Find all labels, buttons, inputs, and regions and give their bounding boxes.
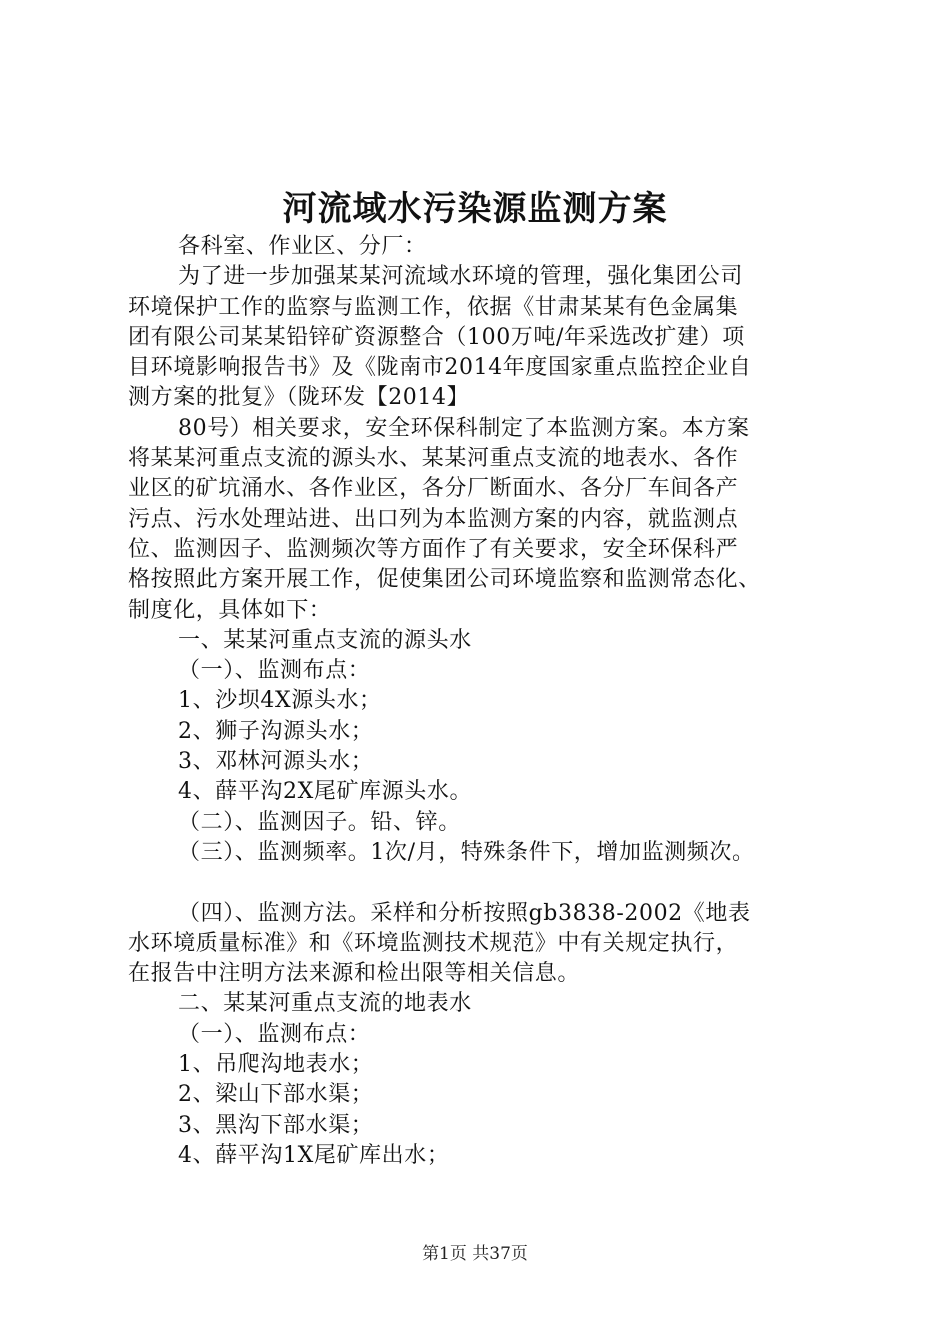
text-line: 3、邓林河源头水； — [178, 749, 374, 775]
text-line — [128, 868, 833, 898]
page-footer: 第1页 共37页 — [422, 1244, 528, 1264]
document-title: 河流域水污染源监测方案 — [282, 189, 668, 229]
text-line: 4、薛平沟2X尾矿库源头水。 — [178, 779, 473, 805]
text-line: 2、梁山下部水渠； — [178, 1082, 374, 1108]
text-line: 环境保护工作的监察与监测工作，依据《甘肃某某有色金属集 — [128, 294, 739, 320]
text-line: 团有限公司某某铅锌矿资源整合（100万吨/年采选改扩建）项 — [128, 324, 745, 350]
text-line: 在报告中注明方法来源和检出限等相关信息。 — [128, 961, 581, 987]
text-line: 测方案的批复》（陇环发【2014】 — [128, 385, 470, 411]
text-line: （二）、监测因子。铅、锌。 — [178, 809, 461, 835]
text-line: 3、黑沟下部水渠； — [178, 1112, 374, 1138]
text-line: 制度化，具体如下： — [128, 597, 332, 623]
text-line: 4、薛平沟1X尾矿库出水； — [178, 1142, 450, 1168]
text-line: 各科室、作业区、分厂： — [178, 234, 427, 259]
text-line: （一）、监测布点： — [178, 1021, 371, 1047]
text-line: 业区的矿坑涌水、各作业区，各分厂断面水、各分厂车间各产 — [128, 476, 739, 502]
text-line: 将某某河重点支流的源头水、某某河重点支流的地表水、各作 — [128, 446, 739, 472]
text-line: 一、某某河重点支流的源头水 — [178, 627, 472, 653]
text-line: （三）、监测频率。1次/月，特殊条件下，增加监测频次。 — [178, 839, 755, 865]
text-line: 目环境影响报告书》及《陇南市2014年度国家重点监控企业自 — [128, 355, 752, 381]
text-line: 格按照此方案开展工作，促使集团公司环境监察和监测常态化、 — [128, 567, 761, 593]
text-line: 1、吊爬沟地表水； — [178, 1052, 374, 1078]
text-line: 水环境质量标准》和《环境监测技术规范》中有关规定执行， — [128, 930, 739, 956]
text-line: （四）、监测方法。采样和分析按照gb3838-2002《地表 — [178, 900, 751, 926]
text-line: 1、沙坝4X源头水； — [178, 688, 382, 714]
text-line: 污点、污水处理站进、出口列为本监测方案的内容，就监测点 — [128, 506, 739, 532]
document-body — [128, 232, 833, 1171]
text-line: 二、某某河重点支流的地表水 — [178, 991, 472, 1017]
text-line: 为了进一步加强某某河流域水环境的管理，强化集团公司 — [178, 264, 744, 290]
text-line: 80号）相关要求，安全环保科制定了本监测方案。本方案 — [178, 415, 750, 441]
text-line: 2、狮子沟源头水； — [178, 718, 374, 744]
text-line: 位、监测因子、监测频次等方面作了有关要求，安全环保科严 — [128, 536, 739, 562]
text-line: （一）、监测布点： — [178, 658, 371, 684]
